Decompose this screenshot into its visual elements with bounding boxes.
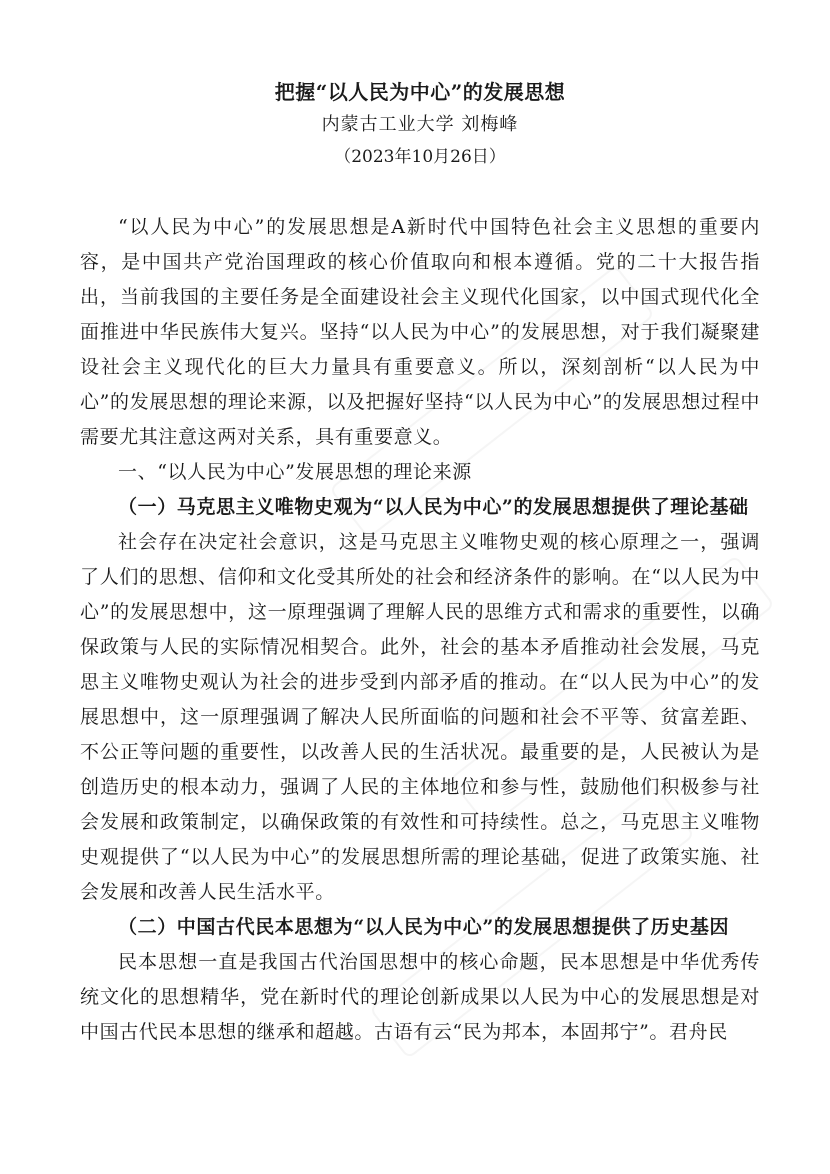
subsection-paragraph-1-2: 民本思想一直是我国古代治国思想中的核心命题，民本思想是中华优秀传统文化的思想精华，党在新时代的理论创新成果以人民为中心的发展思想是对中国古代民本思想的继承和超越。古语有云“民为邦本，本固邦宁”。君舟民 [80, 951, 760, 1043]
subsection-paragraph-1-1: 社会存在决定社会意识，这是马克思主义唯物史观的核心原理之一，强调了人们的思想、信仰和文化受其所处的社会和经济条件的影响。在“以人民为中心”的发展思想中，这一原理强调了理解人民的思维方式和需求的重要性，以确保政策与人民的实际情况相契合。此外，社会的基本矛盾推动社会发展，马克思主义唯物史观认为社会的进步受到内部矛盾的推动。在“以人民为中心”的发展思想中，这一原理强调了解决人民所面临的问题和社会不平等、贫富差距、不公正等问题的重要性，以改善人民的生活状况。最重要的是，人民被认为是创造历史的根本动力，强调了人民的主体地位和参与性，鼓励他们积极参与社会发展和政策制定，以确保政策的有效性和可持续性。总之，马克思主义唯物史观提供了“以人民为中心”的发展思想所需的理论基础，促进了政策实施、社会发展和改善人民生活水平。 [80, 531, 760, 903]
document-title: 把握“以人民为中心”的发展思想 [274, 80, 566, 104]
document-date: （2023年10月26日） [334, 147, 506, 167]
subsection-heading-1-2: （二）中国古代民本思想为“以人民为中心”的发展思想提供了历史基因 [118, 916, 730, 938]
document-content [80, 76, 760, 1050]
document-author: 内蒙古工业大学 刘梅峰 [321, 114, 519, 135]
section-heading-1: 一、“以人民为中心”发展思想的理论来源 [118, 461, 472, 483]
subsection-heading-1-1: （一）马克思主义唯物史观为“以人民为中心”的发展思想提供了理论基础 [118, 496, 749, 518]
intro-paragraph: “以人民为中心”的发展思想是A新时代中国特色社会主义思想的重要内容，是中国共产党治国理政的核心价值取向和根本遵循。党的二十大报告指出，当前我国的主要任务是全面建设社会主义现代化国家，以中国式现代化全面推进中华民族伟大复兴。坚持“以人民为中心”的发展思想，对于我们凝聚建设社会主义现代化的巨大力量具有重要意义。所以，深刻剖析“以人民为中心”的发展思想的理论来源，以及把握好坚持“以人民为中心”的发展思想过程中需要尤其注意这两对关系，具有重要意义。 [80, 216, 760, 448]
